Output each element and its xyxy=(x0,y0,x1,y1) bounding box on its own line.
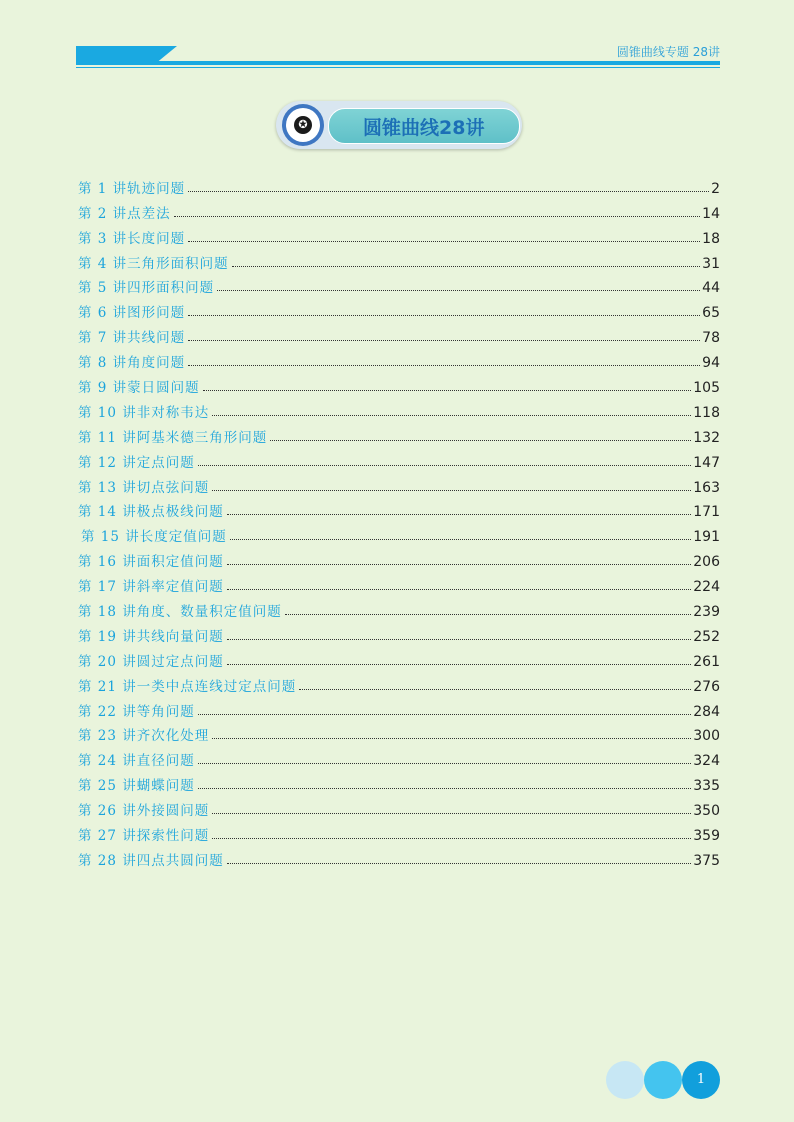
toc-entry-page: 252 xyxy=(693,628,720,645)
toc-entry[interactable] xyxy=(78,695,720,720)
footer-dot-medium xyxy=(644,1061,682,1099)
toc-entry[interactable] xyxy=(78,595,720,620)
toc-dot-leader xyxy=(227,514,692,515)
toc-entry-page: 78 xyxy=(702,330,720,347)
toc-entry-title: 第 9 讲蒙日圆问题 xyxy=(78,380,200,397)
toc-entry[interactable] xyxy=(78,720,720,745)
toc-entry-page: 31 xyxy=(702,255,720,272)
toc-entry-title: 第 19 讲共线向量问题 xyxy=(78,628,224,645)
title-banner xyxy=(276,101,522,149)
toc-entry[interactable] xyxy=(78,222,720,247)
banner-pill xyxy=(328,108,520,144)
toc-entry[interactable] xyxy=(78,172,720,197)
toc-dot-leader xyxy=(198,763,692,764)
toc-dot-leader xyxy=(174,216,701,217)
toc-dot-leader xyxy=(212,838,691,839)
toc-entry[interactable] xyxy=(78,819,720,844)
toc-dot-leader xyxy=(227,639,692,640)
toc-entry-page: 105 xyxy=(693,380,720,397)
toc-entry-title: 第 21 讲一类中点连线过定点问题 xyxy=(78,678,297,695)
toc-entry[interactable] xyxy=(78,570,720,595)
toc-entry-page: 163 xyxy=(693,479,720,496)
toc-entry[interactable] xyxy=(78,645,720,670)
toc-entry-page: 2 xyxy=(711,180,720,197)
toc-entry-title: 第 16 讲面积定值问题 xyxy=(78,554,224,571)
toc-entry[interactable] xyxy=(78,396,720,421)
toc-entry[interactable] xyxy=(78,296,720,321)
toc-entry-title: 第 24 讲直径问题 xyxy=(78,753,195,770)
toc-entry[interactable] xyxy=(78,520,720,545)
toc-entry[interactable] xyxy=(78,346,720,371)
toc-dot-leader xyxy=(285,614,692,615)
table-of-contents xyxy=(78,172,720,869)
toc-entry[interactable] xyxy=(78,496,720,521)
toc-entry-title: 第 11 讲阿基米德三角形问题 xyxy=(78,429,268,446)
toc-entry[interactable] xyxy=(78,247,720,272)
toc-entry-title: 第 17 讲斜率定值问题 xyxy=(78,579,224,596)
toc-dot-leader xyxy=(227,589,692,590)
toc-dot-leader xyxy=(203,390,692,391)
toc-entry-title: 第 23 讲齐次化处理 xyxy=(78,728,210,745)
toc-entry-page: 300 xyxy=(693,728,720,745)
toc-entry[interactable] xyxy=(78,272,720,297)
toc-dot-leader xyxy=(230,539,692,540)
toc-entry-page: 284 xyxy=(693,703,720,720)
toc-entry[interactable] xyxy=(78,670,720,695)
toc-entry-page: 239 xyxy=(693,604,720,621)
toc-entry-title: 第 15 讲长度定值问题 xyxy=(81,529,227,546)
toc-entry-page: 359 xyxy=(693,828,720,845)
toc-entry[interactable] xyxy=(78,471,720,496)
header-rule-thick xyxy=(76,61,720,65)
toc-entry-title: 第 18 讲角度、数量积定值问题 xyxy=(78,604,282,621)
header-rule-thin xyxy=(76,67,720,68)
toc-dot-leader xyxy=(198,788,692,789)
toc-entry-title: 第 2 讲点差法 xyxy=(78,205,171,222)
footer-decoration xyxy=(606,1061,726,1099)
toc-entry-page: 132 xyxy=(693,429,720,446)
toc-entry-title: 第 13 讲切点弦问题 xyxy=(78,479,210,496)
toc-dot-leader xyxy=(188,365,700,366)
toc-entry-title: 第 10 讲非对称韦达 xyxy=(78,404,210,421)
toc-entry[interactable] xyxy=(78,844,720,869)
toc-entry-title: 第 26 讲外接圆问题 xyxy=(78,803,210,820)
toc-entry[interactable] xyxy=(78,545,720,570)
toc-entry-title: 第 12 讲定点问题 xyxy=(78,454,195,471)
toc-entry[interactable] xyxy=(78,371,720,396)
toc-entry[interactable] xyxy=(78,321,720,346)
toc-dot-leader xyxy=(198,465,692,466)
toc-entry-title: 第 6 讲图形问题 xyxy=(78,305,186,322)
toc-entry-title: 第 25 讲蝴蝶问题 xyxy=(78,778,195,795)
toc-dot-leader xyxy=(227,863,692,864)
toc-entry[interactable] xyxy=(78,446,720,471)
toc-dot-leader xyxy=(227,664,692,665)
toc-entry[interactable] xyxy=(78,744,720,769)
toc-entry-title: 第 28 讲四点共圆问题 xyxy=(78,852,224,869)
toc-dot-leader xyxy=(188,241,700,242)
header-title: 圆锥曲线专题 28讲 xyxy=(616,45,720,59)
toc-entry-page: 261 xyxy=(693,653,720,670)
toc-entry-page: 147 xyxy=(693,454,720,471)
toc-dot-leader xyxy=(212,415,691,416)
toc-entry-page: 18 xyxy=(702,230,720,247)
toc-dot-leader xyxy=(188,191,709,192)
toc-dot-leader xyxy=(188,315,700,316)
toc-entry-title: 第 5 讲四形面积问题 xyxy=(78,280,215,297)
toc-entry-page: 206 xyxy=(693,554,720,571)
toc-dot-leader xyxy=(217,290,700,291)
toc-entry[interactable] xyxy=(78,620,720,645)
toc-entry[interactable] xyxy=(78,197,720,222)
star-badge-icon: ✪ xyxy=(294,116,312,134)
toc-entry-page: 375 xyxy=(693,852,720,869)
banner-title: 圆锥曲线28讲 xyxy=(363,117,485,139)
toc-entry-page: 14 xyxy=(702,205,720,222)
toc-entry-title: 第 7 讲共线问题 xyxy=(78,330,186,347)
toc-dot-leader xyxy=(212,813,691,814)
toc-dot-leader xyxy=(232,266,701,267)
toc-entry-page: 94 xyxy=(702,355,720,372)
toc-entry-title: 第 14 讲极点极线问题 xyxy=(78,504,224,521)
toc-dot-leader xyxy=(212,490,691,491)
toc-dot-leader xyxy=(198,714,692,715)
toc-entry-title: 第 4 讲三角形面积问题 xyxy=(78,255,229,272)
toc-entry-page: 65 xyxy=(702,305,720,322)
page-number: 1 xyxy=(682,1061,720,1099)
toc-entry-title: 第 8 讲角度问题 xyxy=(78,355,186,372)
toc-entry-title: 第 27 讲探索性问题 xyxy=(78,828,210,845)
toc-entry-title: 第 22 讲等角问题 xyxy=(78,703,195,720)
toc-entry-page: 276 xyxy=(693,678,720,695)
toc-entry-page: 171 xyxy=(693,504,720,521)
toc-entry-page: 335 xyxy=(693,778,720,795)
toc-entry[interactable] xyxy=(78,794,720,819)
toc-entry-page: 350 xyxy=(693,803,720,820)
toc-entry-title: 第 1 讲轨迹问题 xyxy=(78,180,186,197)
toc-entry[interactable] xyxy=(78,421,720,446)
toc-entry-page: 324 xyxy=(693,753,720,770)
toc-dot-leader xyxy=(299,689,691,690)
toc-entry-page: 118 xyxy=(693,404,720,421)
toc-dot-leader xyxy=(270,440,691,441)
toc-dot-leader xyxy=(212,738,691,739)
footer-dot-light xyxy=(606,1061,644,1099)
toc-entry-title: 第 20 讲圆过定点问题 xyxy=(78,653,224,670)
toc-entry-page: 191 xyxy=(693,529,720,546)
toc-entry-title: 第 3 讲长度问题 xyxy=(78,230,186,247)
toc-entry-page: 224 xyxy=(693,579,720,596)
toc-dot-leader xyxy=(227,564,692,565)
toc-entry-page: 44 xyxy=(702,280,720,297)
toc-entry[interactable] xyxy=(78,769,720,794)
page-header xyxy=(0,0,794,80)
toc-dot-leader xyxy=(188,340,700,341)
